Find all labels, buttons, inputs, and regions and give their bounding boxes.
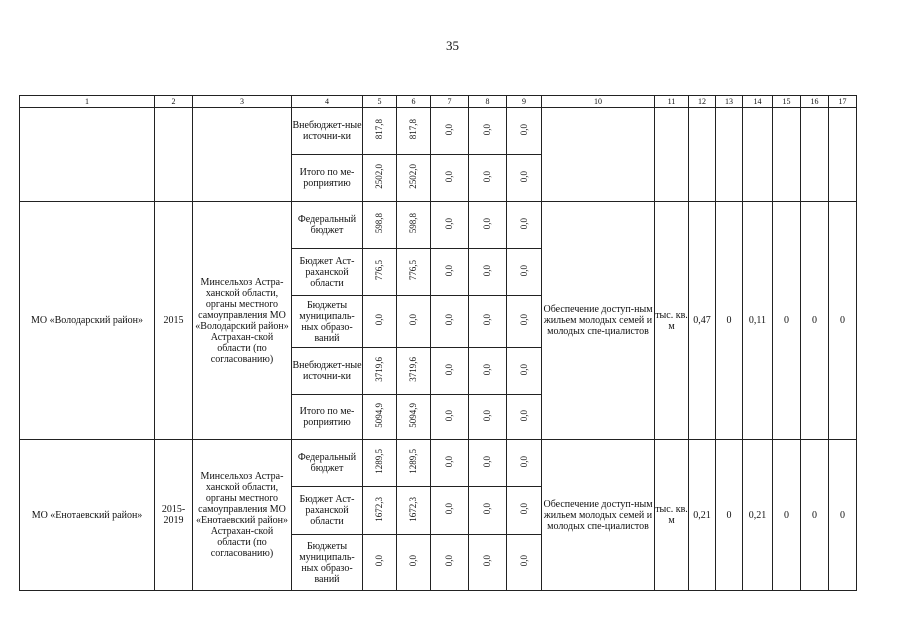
value-cell: 3719,6	[363, 348, 397, 395]
executor-cell: Минсельхоз Астра-ханской области, органы местного самоуправления МО «Енотаевский район» Астрахан-ской области (по согласованию)	[193, 440, 292, 591]
col-header: 11	[655, 96, 689, 108]
value-cell: 0,0	[507, 296, 542, 348]
value-cell: 598,8	[363, 202, 397, 249]
empty-cell	[193, 108, 292, 202]
value-cell: 0,0	[507, 108, 542, 155]
value-cell: 0,0	[469, 155, 507, 202]
empty-cell	[655, 108, 689, 202]
value-cell: 0,0	[431, 296, 469, 348]
goal-cell: Обеспечение доступ-ным жильем молодых семей и молодых спе-циалистов	[542, 202, 655, 440]
value-cell: 1289,5	[363, 440, 397, 487]
indicator-cell: 0	[829, 440, 857, 591]
table-row	[20, 202, 857, 249]
value-cell: 1672,3	[363, 487, 397, 535]
indicator-cell: 0	[716, 202, 743, 440]
value-cell: 0,0	[469, 108, 507, 155]
value-cell: 598,8	[397, 202, 431, 249]
value-cell: 0,0	[507, 487, 542, 535]
value-cell: 0,0	[397, 296, 431, 348]
unit-cell: тыс. кв. м	[655, 440, 689, 591]
value-cell: 0,0	[431, 535, 469, 591]
col-header: 13	[716, 96, 743, 108]
empty-cell	[743, 108, 773, 202]
value-cell: 5094,9	[363, 395, 397, 440]
indicator-cell: 0	[773, 202, 801, 440]
col-header: 9	[507, 96, 542, 108]
indicator-cell: 0	[801, 440, 829, 591]
indicator-cell: 0	[829, 202, 857, 440]
table-row	[20, 108, 857, 155]
value-cell: 0,0	[431, 202, 469, 249]
value-cell: 0,0	[431, 348, 469, 395]
col-header: 10	[542, 96, 655, 108]
value-cell: 0,0	[431, 108, 469, 155]
empty-cell	[155, 108, 193, 202]
value-cell: 2502,0	[363, 155, 397, 202]
value-cell: 817,8	[397, 108, 431, 155]
col-header: 2	[155, 96, 193, 108]
funding-source: Федеральный бюджет	[292, 202, 363, 249]
municipality-cell: МО «Володарский район»	[20, 202, 155, 440]
value-cell: 0,0	[507, 348, 542, 395]
funding-source: Внебюджет-ные источни-ки	[292, 348, 363, 395]
value-cell: 0,0	[469, 535, 507, 591]
funding-source: Бюджеты муниципаль-ных образо-ваний	[292, 535, 363, 591]
empty-cell	[829, 108, 857, 202]
value-cell: 817,8	[363, 108, 397, 155]
col-header: 16	[801, 96, 829, 108]
header-row	[20, 96, 857, 108]
col-header: 17	[829, 96, 857, 108]
program-table	[19, 95, 857, 591]
value-cell: 1672,3	[397, 487, 431, 535]
empty-cell	[716, 108, 743, 202]
value-cell: 0,0	[363, 535, 397, 591]
empty-cell	[689, 108, 716, 202]
value-cell: 0,0	[507, 440, 542, 487]
value-cell: 0,0	[469, 487, 507, 535]
col-header: 12	[689, 96, 716, 108]
value-cell: 0,0	[507, 535, 542, 591]
indicator-cell: 0,11	[743, 202, 773, 440]
table-row	[20, 440, 857, 487]
indicator-cell: 0,47	[689, 202, 716, 440]
value-cell: 0,0	[469, 395, 507, 440]
value-cell: 0,0	[469, 296, 507, 348]
value-cell: 0,0	[431, 155, 469, 202]
col-header: 3	[193, 96, 292, 108]
year-cell: 2015	[155, 202, 193, 440]
value-cell: 0,0	[431, 249, 469, 296]
funding-source: Бюджет Аст-раханской области	[292, 249, 363, 296]
unit-cell: тыс. кв. м	[655, 202, 689, 440]
funding-source: Итого по ме-роприятию	[292, 395, 363, 440]
funding-source: Итого по ме-роприятию	[292, 155, 363, 202]
col-header: 4	[292, 96, 363, 108]
value-cell: 0,0	[469, 202, 507, 249]
empty-cell	[773, 108, 801, 202]
empty-cell	[542, 108, 655, 202]
col-header: 15	[773, 96, 801, 108]
value-cell: 776,5	[397, 249, 431, 296]
value-cell: 0,0	[431, 440, 469, 487]
col-header: 5	[363, 96, 397, 108]
col-header: 1	[20, 96, 155, 108]
value-cell: 0,0	[507, 395, 542, 440]
indicator-cell: 0	[773, 440, 801, 591]
value-cell: 0,0	[469, 348, 507, 395]
value-cell: 0,0	[507, 155, 542, 202]
col-header: 8	[469, 96, 507, 108]
value-cell: 776,5	[363, 249, 397, 296]
empty-cell	[20, 108, 155, 202]
indicator-cell: 0	[801, 202, 829, 440]
funding-source: Федеральный бюджет	[292, 440, 363, 487]
empty-cell	[801, 108, 829, 202]
value-cell: 1289,5	[397, 440, 431, 487]
value-cell: 0,0	[507, 249, 542, 296]
value-cell: 0,0	[431, 487, 469, 535]
value-cell: 0,0	[397, 535, 431, 591]
indicator-cell: 0,21	[689, 440, 716, 591]
value-cell: 0,0	[469, 249, 507, 296]
page-number: 35	[446, 38, 459, 53]
value-cell: 5094,9	[397, 395, 431, 440]
value-cell: 0,0	[363, 296, 397, 348]
col-header: 7	[431, 96, 469, 108]
indicator-cell: 0,21	[743, 440, 773, 591]
value-cell: 2502,0	[397, 155, 431, 202]
year-cell: 2015-2019	[155, 440, 193, 591]
value-cell: 0,0	[469, 440, 507, 487]
value-cell: 0,0	[431, 395, 469, 440]
funding-source: Бюджеты муниципаль-ных образо-ваний	[292, 296, 363, 348]
municipality-cell: МО «Енотаевский район»	[20, 440, 155, 591]
col-header: 6	[397, 96, 431, 108]
goal-cell: Обеспечение доступ-ным жильем молодых семей и молодых спе-циалистов	[542, 440, 655, 591]
executor-cell: Минсельхоз Астра-ханской области, органы местного самоуправления МО «Володарский район» Астрахан-ской области (по согласованию)	[193, 202, 292, 440]
value-cell: 3719,6	[397, 348, 431, 395]
value-cell: 0,0	[507, 202, 542, 249]
funding-source: Внебюджет-ные источни-ки	[292, 108, 363, 155]
funding-source: Бюджет Аст-раханской области	[292, 487, 363, 535]
indicator-cell: 0	[716, 440, 743, 591]
col-header: 14	[743, 96, 773, 108]
